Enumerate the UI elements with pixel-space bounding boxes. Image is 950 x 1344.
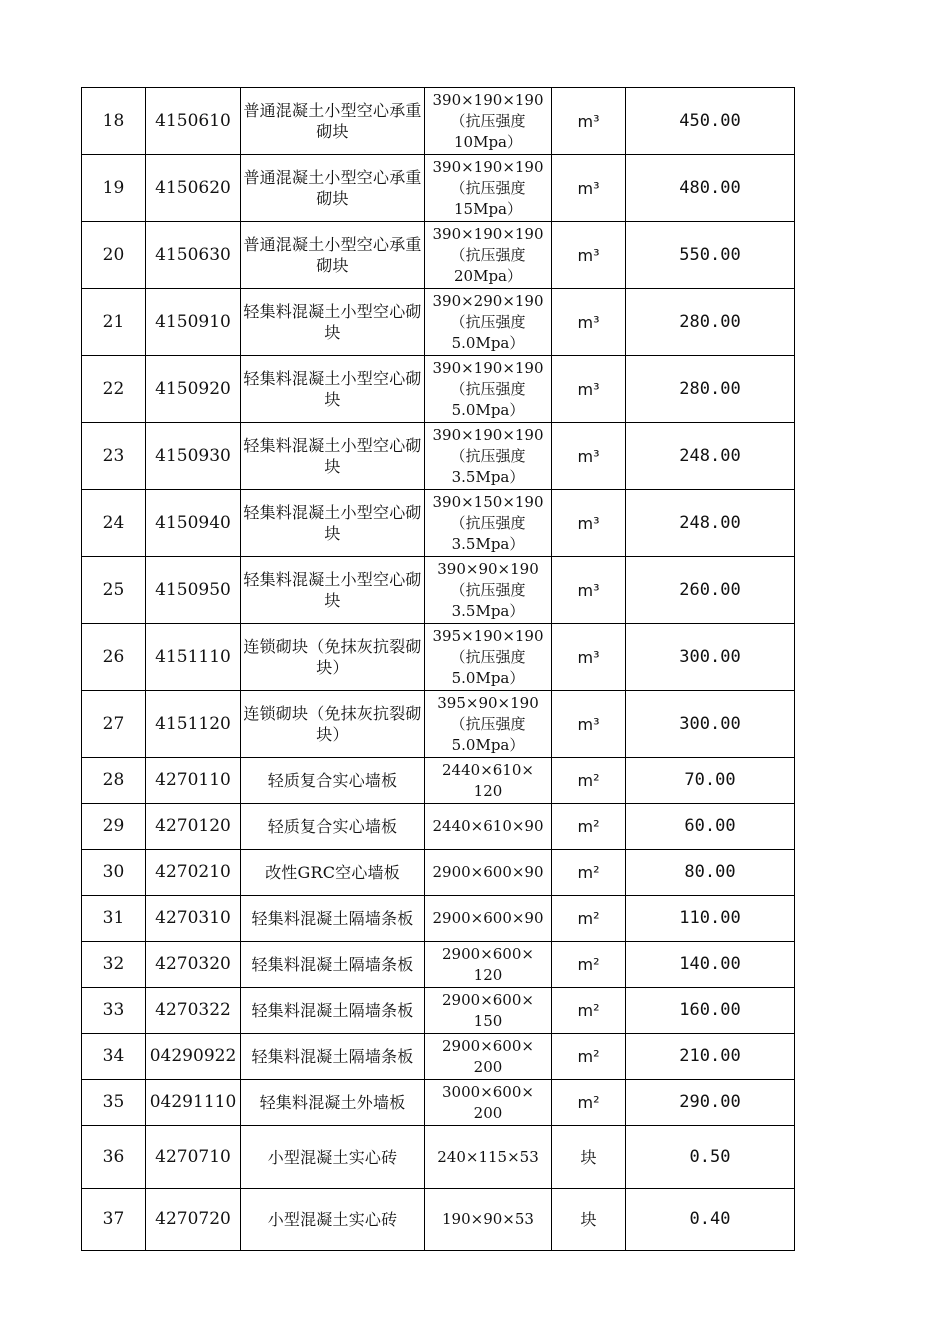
material-price-table (81, 87, 795, 1251)
specification-line: 5.0Mpa） (451, 333, 525, 352)
price-cell: 280.00 (626, 289, 795, 356)
unit-cell: 块 (552, 1189, 626, 1251)
price-cell: 110.00 (626, 896, 795, 942)
unit-cell: m³ (552, 691, 626, 758)
table-row (82, 624, 795, 691)
specification-cell (425, 289, 552, 356)
material-code-cell: 4150910 (146, 289, 241, 356)
table-row (82, 691, 795, 758)
price-cell: 260.00 (626, 557, 795, 624)
specification-line: 190×90×53 (442, 1210, 534, 1228)
specification-cell (425, 222, 552, 289)
unit-cell: m³ (552, 490, 626, 557)
material-code-cell: 4150620 (146, 155, 241, 222)
table-row (82, 758, 795, 804)
material-name-cell: 改性GRC空心墙板 (241, 850, 425, 896)
table-row (82, 1034, 795, 1080)
specification-cell (425, 758, 552, 804)
specification-line: （抗压强度 (450, 580, 526, 599)
specification-line: （抗压强度 (450, 647, 526, 666)
specification-line: 5.0Mpa） (451, 400, 525, 419)
row-number-cell: 23 (82, 423, 146, 490)
row-number-cell: 26 (82, 624, 146, 691)
material-name-cell: 小型混凝土实心砖 (241, 1189, 425, 1251)
specification-line: 10Mpa） (454, 132, 522, 151)
material-code-cell: 4270110 (146, 758, 241, 804)
specification-line: （抗压强度 (450, 312, 526, 331)
table-body (82, 88, 795, 1251)
specification-cell (425, 942, 552, 988)
price-cell: 300.00 (626, 691, 795, 758)
material-name-cell: 轻集料混凝土小型空心砌块 (241, 356, 425, 423)
table-row (82, 804, 795, 850)
price-cell: 160.00 (626, 988, 795, 1034)
specification-line: （抗压强度 (450, 379, 526, 398)
material-code-cell: 04291110 (146, 1080, 241, 1126)
row-number-cell: 34 (82, 1034, 146, 1080)
material-name-cell: 轻集料混凝土小型空心砌块 (241, 423, 425, 490)
specification-line: 390×190×190 (432, 90, 544, 109)
table-row (82, 423, 795, 490)
specification-line: 120 (473, 781, 503, 800)
material-name-cell: 轻集料混凝土小型空心砌块 (241, 289, 425, 356)
row-number-cell: 22 (82, 356, 146, 423)
price-cell: 300.00 (626, 624, 795, 691)
unit-cell: m³ (552, 88, 626, 155)
specification-line: 3000×600× (442, 1082, 534, 1101)
specification-line: （抗压强度 (450, 245, 526, 264)
unit-cell: m² (552, 942, 626, 988)
specification-line: 20Mpa） (454, 266, 522, 285)
specification-line: 5.0Mpa） (451, 668, 525, 687)
material-code-cell: 4150920 (146, 356, 241, 423)
material-name-cell: 普通混凝土小型空心承重砌块 (241, 222, 425, 289)
row-number-cell: 32 (82, 942, 146, 988)
specification-cell (425, 624, 552, 691)
price-cell: 70.00 (626, 758, 795, 804)
material-code-cell: 4150940 (146, 490, 241, 557)
row-number-cell: 30 (82, 850, 146, 896)
unit-cell: m³ (552, 356, 626, 423)
specification-cell (425, 850, 552, 896)
specification-line: 395×90×190 (437, 693, 539, 712)
specification-line: 3.5Mpa） (451, 467, 525, 486)
specification-cell (425, 1126, 552, 1189)
price-cell: 0.40 (626, 1189, 795, 1251)
row-number-cell: 19 (82, 155, 146, 222)
material-code-cell: 4270210 (146, 850, 241, 896)
material-name-cell: 轻集料混凝土小型空心砌块 (241, 557, 425, 624)
table-row (82, 1080, 795, 1126)
unit-cell: m³ (552, 289, 626, 356)
specification-cell (425, 155, 552, 222)
row-number-cell: 20 (82, 222, 146, 289)
specification-cell (425, 423, 552, 490)
unit-cell: m² (552, 1080, 626, 1126)
material-code-cell: 04290922 (146, 1034, 241, 1080)
specification-line: 2900×600×90 (432, 863, 544, 881)
specification-cell (425, 88, 552, 155)
unit-cell: m² (552, 850, 626, 896)
specification-line: 3.5Mpa） (451, 534, 525, 553)
specification-cell (425, 1034, 552, 1080)
specification-line: 200 (473, 1057, 503, 1076)
specification-line: （抗压强度 (450, 111, 526, 130)
specification-line: 390×190×190 (432, 157, 544, 176)
specification-cell (425, 1080, 552, 1126)
specification-cell (425, 988, 552, 1034)
row-number-cell: 31 (82, 896, 146, 942)
specification-cell (425, 356, 552, 423)
unit-cell: m³ (552, 624, 626, 691)
specification-cell (425, 557, 552, 624)
specification-line: 2900×600× (442, 944, 534, 963)
material-code-cell: 4270720 (146, 1189, 241, 1251)
material-name-cell: 普通混凝土小型空心承重砌块 (241, 88, 425, 155)
unit-cell: m² (552, 804, 626, 850)
row-number-cell: 18 (82, 88, 146, 155)
row-number-cell: 37 (82, 1189, 146, 1251)
row-number-cell: 28 (82, 758, 146, 804)
specification-line: 2440×610×90 (432, 817, 544, 835)
material-name-cell: 轻质复合实心墙板 (241, 758, 425, 804)
price-cell: 248.00 (626, 423, 795, 490)
unit-cell: m² (552, 1034, 626, 1080)
material-code-cell: 4270320 (146, 942, 241, 988)
table-row (82, 850, 795, 896)
table-row (82, 988, 795, 1034)
table-row (82, 1126, 795, 1189)
material-code-cell: 4270710 (146, 1126, 241, 1189)
specification-line: 15Mpa） (454, 199, 522, 218)
row-number-cell: 35 (82, 1080, 146, 1126)
specification-cell (425, 1189, 552, 1251)
row-number-cell: 33 (82, 988, 146, 1034)
material-name-cell: 连锁砌块（免抹灰抗裂砌块） (241, 691, 425, 758)
material-code-cell: 4150930 (146, 423, 241, 490)
table-row (82, 222, 795, 289)
specification-line: 3.5Mpa） (451, 601, 525, 620)
table-row (82, 356, 795, 423)
price-cell: 140.00 (626, 942, 795, 988)
table-row (82, 490, 795, 557)
specification-line: 2900×600×90 (432, 909, 544, 927)
table-row (82, 557, 795, 624)
row-number-cell: 24 (82, 490, 146, 557)
row-number-cell: 29 (82, 804, 146, 850)
specification-line: （抗压强度 (450, 446, 526, 465)
specification-line: 390×90×190 (437, 559, 539, 578)
row-number-cell: 21 (82, 289, 146, 356)
specification-line: 390×190×190 (432, 358, 544, 377)
specification-line: 390×190×190 (432, 425, 544, 444)
material-code-cell: 4270120 (146, 804, 241, 850)
specification-line: 150 (473, 1011, 503, 1030)
table-row (82, 942, 795, 988)
material-name-cell: 轻质复合实心墙板 (241, 804, 425, 850)
specification-cell (425, 804, 552, 850)
price-cell: 450.00 (626, 88, 795, 155)
specification-line: 200 (473, 1103, 503, 1122)
specification-line: 390×150×190 (432, 492, 544, 511)
specification-line: （抗压强度 (450, 714, 526, 733)
material-name-cell: 轻集料混凝土隔墙条板 (241, 1034, 425, 1080)
material-code-cell: 4151110 (146, 624, 241, 691)
specification-line: 390×290×190 (432, 291, 544, 310)
unit-cell: m² (552, 988, 626, 1034)
material-code-cell: 4150610 (146, 88, 241, 155)
price-cell: 60.00 (626, 804, 795, 850)
table-row (82, 1189, 795, 1251)
table-row (82, 289, 795, 356)
material-name-cell: 小型混凝土实心砖 (241, 1126, 425, 1189)
material-code-cell: 4150630 (146, 222, 241, 289)
price-cell: 0.50 (626, 1126, 795, 1189)
table-row (82, 896, 795, 942)
specification-line: 240×115×53 (437, 1147, 539, 1166)
table-row (82, 155, 795, 222)
specification-line: 5.0Mpa） (451, 735, 525, 754)
unit-cell: m³ (552, 155, 626, 222)
price-cell: 80.00 (626, 850, 795, 896)
specification-cell (425, 691, 552, 758)
unit-cell: m² (552, 896, 626, 942)
specification-line: （抗压强度 (450, 513, 526, 532)
price-cell: 210.00 (626, 1034, 795, 1080)
price-cell: 290.00 (626, 1080, 795, 1126)
row-number-cell: 27 (82, 691, 146, 758)
row-number-cell: 25 (82, 557, 146, 624)
specification-line: （抗压强度 (450, 178, 526, 197)
material-code-cell: 4270310 (146, 896, 241, 942)
specification-line: 2900×600× (442, 1036, 534, 1055)
material-code-cell: 4151120 (146, 691, 241, 758)
specification-line: 390×190×190 (432, 224, 544, 243)
material-name-cell: 轻集料混凝土小型空心砌块 (241, 490, 425, 557)
unit-cell: 块 (552, 1126, 626, 1189)
unit-cell: m³ (552, 423, 626, 490)
unit-cell: m² (552, 758, 626, 804)
unit-cell: m³ (552, 222, 626, 289)
table-row (82, 88, 795, 155)
material-name-cell: 轻集料混凝土隔墙条板 (241, 896, 425, 942)
specification-line: 2900×600× (442, 990, 534, 1009)
specification-line: 2440×610× (442, 760, 534, 779)
specification-line: 395×190×190 (432, 626, 544, 645)
price-cell: 280.00 (626, 356, 795, 423)
material-name-cell: 连锁砌块（免抹灰抗裂砌块） (241, 624, 425, 691)
material-name-cell: 普通混凝土小型空心承重砌块 (241, 155, 425, 222)
price-cell: 248.00 (626, 490, 795, 557)
material-code-cell: 4150950 (146, 557, 241, 624)
price-cell: 550.00 (626, 222, 795, 289)
material-name-cell: 轻集料混凝土外墙板 (241, 1080, 425, 1126)
specification-cell (425, 490, 552, 557)
specification-cell (425, 896, 552, 942)
material-code-cell: 4270322 (146, 988, 241, 1034)
unit-cell: m³ (552, 557, 626, 624)
row-number-cell: 36 (82, 1126, 146, 1189)
material-name-cell: 轻集料混凝土隔墙条板 (241, 942, 425, 988)
price-cell: 480.00 (626, 155, 795, 222)
material-name-cell: 轻集料混凝土隔墙条板 (241, 988, 425, 1034)
specification-line: 120 (473, 965, 503, 984)
